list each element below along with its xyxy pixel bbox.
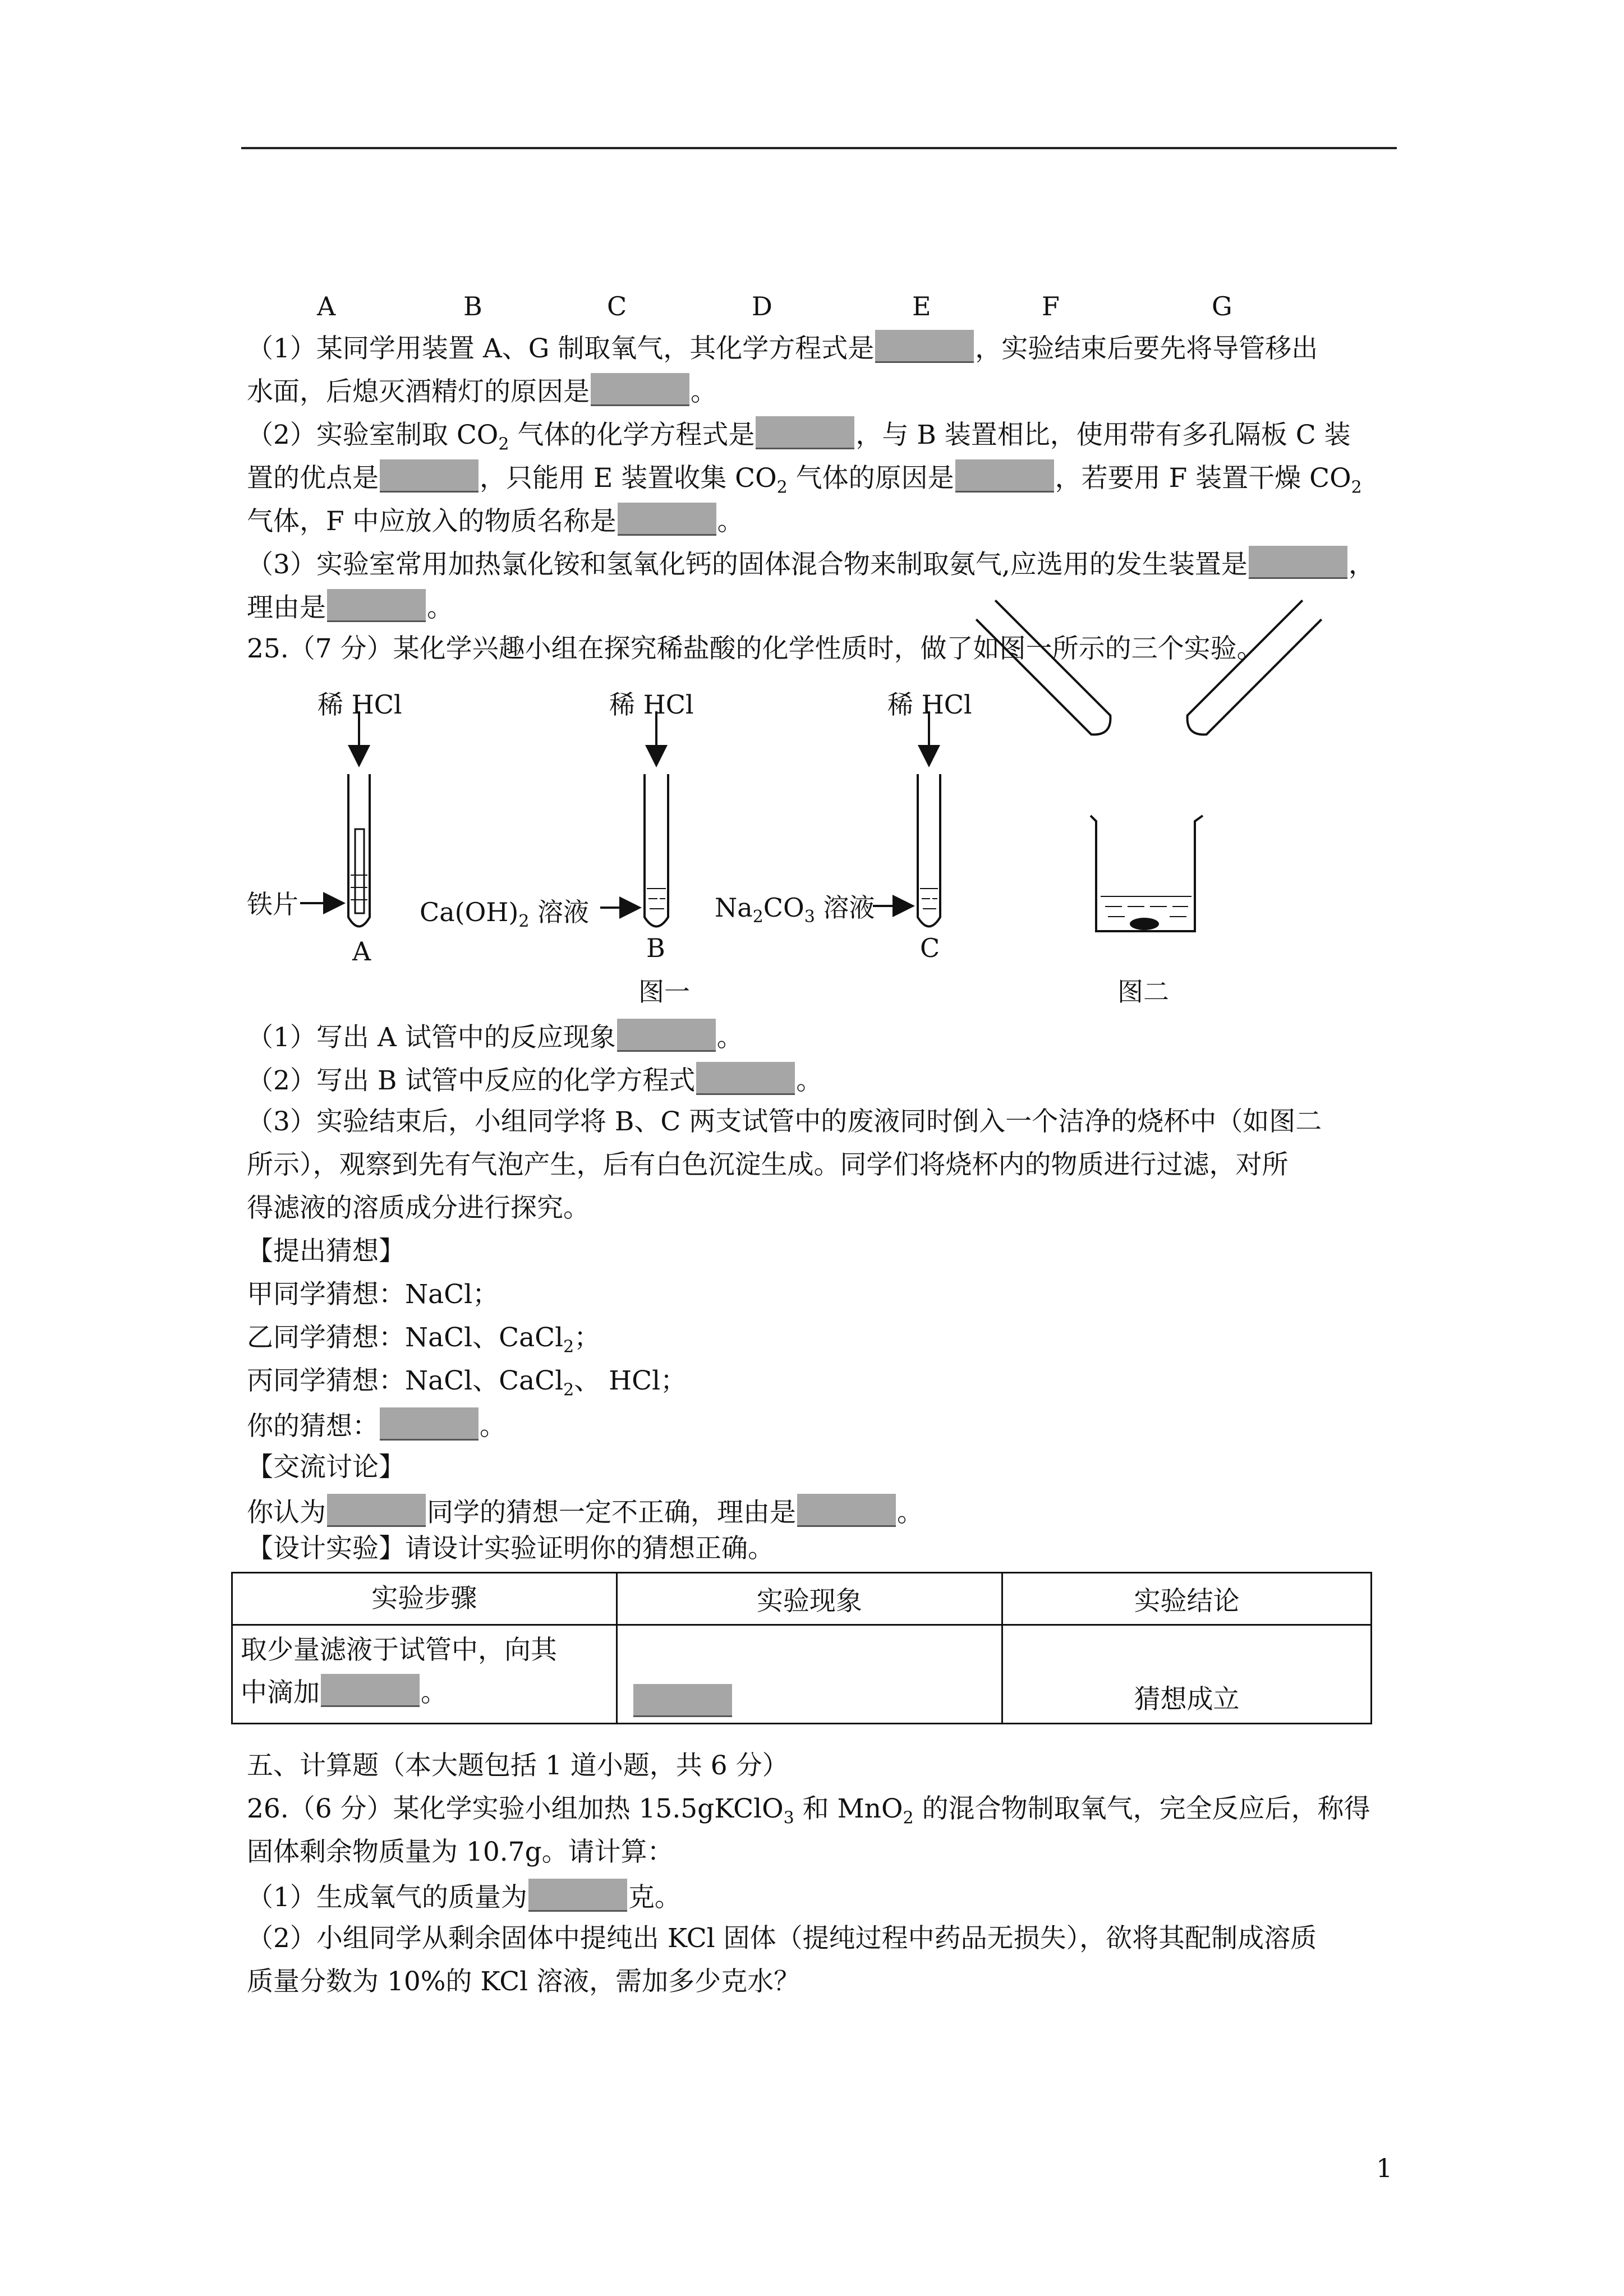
na2co3-label: $Na_2CO_3$ 溶液 [715, 892, 875, 927]
guess-jia: 甲同学猜想：NaCl； [247, 1279, 499, 1310]
answer-blank[interactable] [321, 1674, 420, 1707]
q24-part2-line3: 气体，F 中应放入的物质名称是 。 [247, 503, 744, 539]
cell-phenomenon [617, 1625, 1002, 1724]
section-5-title: 五、计算题（本大题包括 1 道小题，共 6 分） [247, 1750, 789, 1781]
discussion-line: 你认为 同学的猜想一定不正确，理由是 。 [247, 1494, 923, 1530]
q24-part3-line2: 理由是 。 [247, 589, 453, 625]
tube-label-c: C [920, 933, 940, 963]
figure-two-apparatus [976, 600, 1321, 931]
q26-line2: 固体剩余物质量为 10.7g。请计算： [247, 1837, 674, 1867]
answer-blank[interactable] [617, 1019, 716, 1052]
q25-part3-line1: （3）实验结束后，小组同学将 B、C 两支试管中的废液同时倒入一个洁净的烧杯中（如图二 [247, 1106, 1322, 1137]
page-number: 1 [1376, 2153, 1393, 2183]
apparatus-label-g: G [1212, 291, 1232, 321]
guess-yi: 乙同学猜想：NaCl、CaCl$_2$； [247, 1322, 601, 1357]
heading-discussion: 【交流讨论】 [247, 1452, 405, 1483]
figure-two-caption: 图二 [1117, 977, 1169, 1007]
answer-blank[interactable] [797, 1494, 896, 1527]
q26-part2-line1: （2）小组同学从剩余固体中提纯出 KCl 固体（提纯过程中药品无损失），欲将其配制成溶质 [247, 1923, 1317, 1954]
tube-label-a: A [352, 936, 371, 967]
precipitate [1130, 918, 1159, 930]
table-header-row [232, 1573, 1372, 1625]
apparatus-label-a: A [317, 291, 336, 321]
apparatus-label-e: E [912, 291, 931, 321]
q26-part1: （1）生成氧气的质量为 克。 [247, 1879, 681, 1915]
answer-blank[interactable] [633, 1684, 732, 1717]
caoh-label: $Ca(OH)_2$ 溶液 [420, 897, 590, 932]
cell-steps: 取少量滤液于试管中，向其 中滴加 。 [232, 1625, 617, 1724]
apparatus-label-d: D [752, 291, 772, 321]
q24-part1-line2: 水面，后熄灭酒精灯的原因是 。 [247, 373, 717, 409]
q25-title: 25.（7 分）某化学兴趣小组在探究稀盐酸的化学性质时，做了如图一所示的三个实验。 [247, 633, 1263, 664]
apparatus-label-c: C [607, 291, 627, 321]
figure-one-caption: 图一 [638, 977, 690, 1007]
q24-part3-line1: （3）实验室常用加热氯化铵和氢氧化钙的固体混合物来制取氨气,应选用的发生装置是 ， [247, 546, 1375, 582]
table-row [232, 1625, 1372, 1724]
beaker [1091, 816, 1203, 931]
q25-part3-line3: 得滤液的溶质成分进行探究。 [247, 1193, 590, 1223]
apparatus-label-f: F [1042, 291, 1060, 321]
header-phenomenon: 实验现象 [617, 1573, 1002, 1625]
iron-strip [355, 829, 364, 913]
q25-part2: （2）写出 B 试管中反应的化学方程式 。 [247, 1062, 822, 1098]
q26-line1: 26.（6 分）某化学实验小组加热 15.5gKClO$_3$ 和 MnO$_2$ 的混合物制取氧气，完全反应后，称得 [247, 1793, 1370, 1828]
q26-part2-line2: 质量分数为 10%的 KCl 溶液，需加多少克水？ [247, 1966, 801, 1997]
tube-label-b: B [646, 933, 665, 963]
guess-bing: 丙同学猜想：NaCl、CaCl$_2$、 HCl； [247, 1365, 687, 1400]
heading-hypothesis: 【提出猜想】 [247, 1236, 405, 1267]
q24-part2-line1: （2）实验室制取 $CO_2$ 气体的化学方程式是 ，与 B 装置相比，使用带有多孔隔板 C 装 [247, 416, 1351, 461]
answer-blank[interactable] [528, 1879, 627, 1912]
experiment-table [231, 1572, 1372, 1724]
heading-design: 【设计实验】请设计实验证明你的猜想正确。 [247, 1533, 774, 1564]
test-tube-b [600, 711, 668, 927]
iron-label: 铁片 [247, 889, 298, 919]
q24-part2-line2: 置的优点是 ，只能用 E 装置收集 $CO_2$ 气体的原因是 ，若要用 F 装置干燥 $CO_2$ [247, 459, 1362, 504]
acid-label-a: 稀 HCl [318, 689, 402, 720]
header-steps: 实验步骤 [232, 1573, 617, 1625]
answer-blank[interactable] [327, 1494, 426, 1527]
q25-part1: （1）写出 A 试管中的反应现象 。 [247, 1019, 743, 1055]
q24-part1-line1: （1）某同学用装置 A、G 制取氧气，其化学方程式是 ，实验结束后要先将导管移出 [247, 330, 1318, 366]
apparatus-label-b: B [463, 291, 482, 321]
test-tube-c [873, 711, 940, 927]
acid-label-c: 稀 HCl [887, 689, 972, 720]
q25-part3-line2: 所示），观察到先有气泡产生，后有白色沉淀生成。同学们将烧杯内的物质进行过滤，对所 [247, 1149, 1289, 1180]
acid-label-b: 稀 HCl [609, 689, 694, 720]
guess-yours: 你的猜想： 。 [247, 1407, 506, 1443]
header-conclusion: 实验结论 [1002, 1573, 1372, 1625]
cell-conclusion: 猜想成立 [1002, 1625, 1372, 1724]
test-tube-a [300, 711, 370, 927]
answer-blank[interactable] [380, 1407, 479, 1441]
answer-blank[interactable] [696, 1062, 795, 1095]
